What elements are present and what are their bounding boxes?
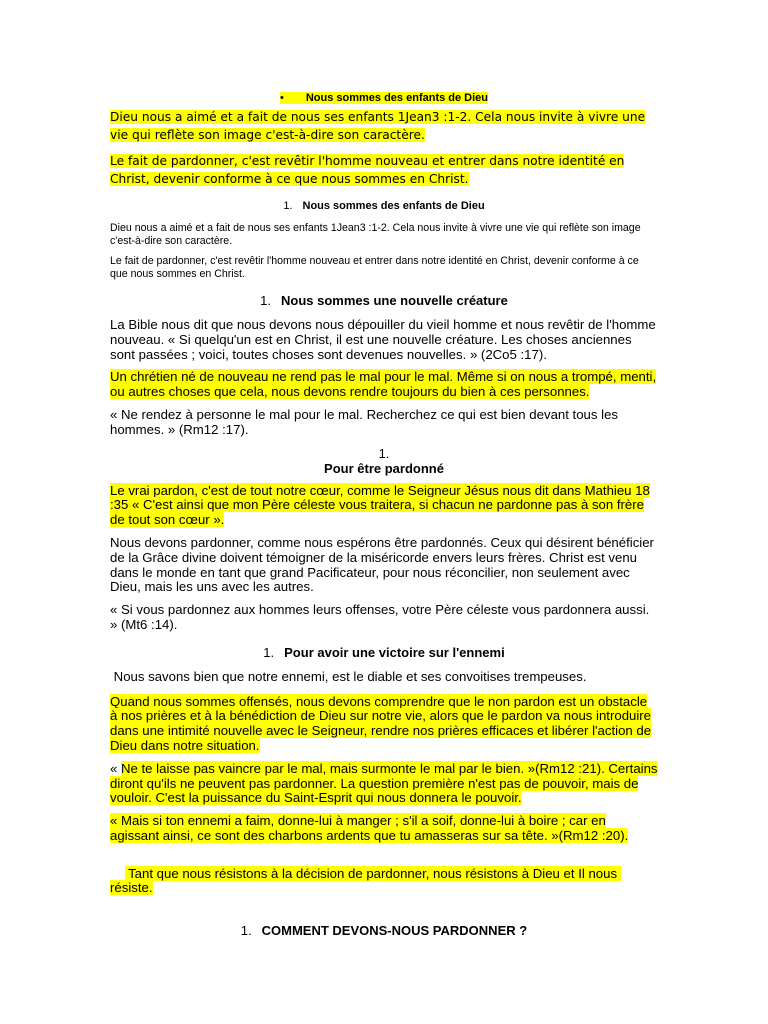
- heading-enfants-bullet: [110, 92, 658, 104]
- heading-nouvelle-creature: [110, 293, 658, 308]
- paragraph-rendez: « Ne rendez à personne le mal pour le mal. Recherchez ce qui est bien devant tous les hommes. » (Rm12 :17).: [110, 406, 619, 437]
- paragraph-pardonner-calibri: Le fait de pardonner, c'est revêtir l'homme nouveau et entrer dans notre identité en Christ, devenir conforme à ce que nous sommes en Christ.: [110, 154, 625, 186]
- heading-victoire-ennemi: [110, 645, 658, 660]
- heading-text: Nous sommes des enfants de Dieu: [305, 92, 489, 104]
- paragraph-chretien: Un chrétien né de nouveau ne rend pas le mal pour le mal. Même si on nous a trompé, menti, ou autres choses que cela, nous devons rendre toujours du bien à ces personnes.: [110, 369, 657, 400]
- heading-comment-pardonner: [110, 923, 658, 938]
- paragraph-enfants-calibri: Dieu nous a aimé et a fait de nous ses enfants 1Jean3 :1-2. Cela nous invite à vivre une vie qui reflète son image c'est-à-dire son caractère.: [110, 110, 646, 142]
- paragraph-nous-savons: Nous savons bien que notre ennemi, est le diable et ses convoitises trempeuses.: [110, 668, 587, 684]
- paragraph-pardonner-small: Le fait de pardonner, c'est revêtir l'homme nouveau et entrer dans notre identité en Christ, devenir conforme à ce que nous sommes en Christ.: [110, 255, 639, 280]
- document-page: [110, 92, 658, 938]
- heading-number: 1.: [263, 644, 275, 660]
- heading-number: 1.: [260, 293, 271, 308]
- paragraph-vrai-pardon: Le vrai pardon, c'est de tout notre cœur, comme le Seigneur Jésus nous dit dans Mathieu 18 :35 « C'est ainsi que mon Père céleste vous traitera, si chacun ne pardonne pas à son frère de tout son cœur ».: [110, 482, 650, 528]
- bullet-glyph: •: [279, 92, 284, 104]
- paragraph-ne-te-laisse: « Ne te laisse pas vaincre par le mal, mais surmonte le mal par le bien. »(Rm12 :21). Certains diront qu'ils ne peuvent pas pardonner. La question première n'est pas de pouvoir, mais de vouloir. C'est la puissance du Saint-Esprit qui nous donnera le pouvoir.: [110, 760, 658, 806]
- heading-pour-etre-pardonne: Pour être pardonné: [324, 460, 444, 476]
- quote-open: «: [110, 760, 121, 776]
- paragraph-si-vous: « Si vous pardonnez aux hommes leurs offenses, votre Père céleste vous pardonnera aussi. » (Mt6 :14).: [110, 602, 650, 632]
- heading-text: Nous sommes des enfants de Dieu: [302, 200, 485, 212]
- heading-text: Pour avoir une victoire sur l'ennemi: [284, 644, 505, 660]
- heading-text: Nous sommes une nouvelle créature: [280, 293, 508, 308]
- paragraph-bible: La Bible nous dit que nous devons nous dépouiller du vieil homme et nous revêtir de l'homme nouveau. « Si quelqu'un est en Christ, il est une nouvelle créature. Les choses anciennes sont passées ; voici, toutes choses sont devenues nouvelles. » (2Co5 :17).: [110, 317, 656, 362]
- heading-number: 1.: [240, 922, 252, 938]
- heading-number-standalone: 1.: [378, 445, 390, 461]
- heading-text: COMMENT DEVONS-NOUS PARDONNER ?: [261, 922, 528, 938]
- paragraph-quand: Quand nous sommes offensés, nous devons comprendre que le non pardon est un obstacle à nos prières et à la bénédiction de Dieu sur notre vie, alors que le pardon va nous introduire dans une intimité nouvelle avec le Seigneur, rendre nos prières efficaces et libérer l'action de Dieu dans notre situation.: [110, 693, 652, 753]
- paragraph-tant-que: Tant que nous résistons à la décision de pardonner, nous résistons à Dieu et Il nous résiste.: [110, 865, 621, 896]
- paragraph-enfants-small: Dieu nous a aimé et a fait de nous ses enfants 1Jean3 :1-2. Cela nous invite à vivre une vie qui reflète son image c'est-à-dire son caractère.: [110, 222, 641, 247]
- paragraph-nous-devons: Nous devons pardonner, comme nous espérons être pardonnés. Ceux qui désirent bénéficier de la Grâce divine doivent témoigner de la miséricorde envers leurs frères. Christ est venu dans le monde en tant que grand Pacificateur, pour nous réconcilier, non seulement avec Dieu, mais les uns avec les autres.: [110, 534, 654, 595]
- heading-enfants-numbered: [110, 200, 658, 212]
- paragraph-mais-si: « Mais si ton ennemi a faim, donne-lui à manger ; s'il a soif, donne-lui à boire ; car en agissant ainsi, ce sont des charbons ardents que tu amasseras sur sa tête. »(Rm12 :20).: [110, 813, 629, 843]
- heading-number: 1.: [283, 200, 293, 212]
